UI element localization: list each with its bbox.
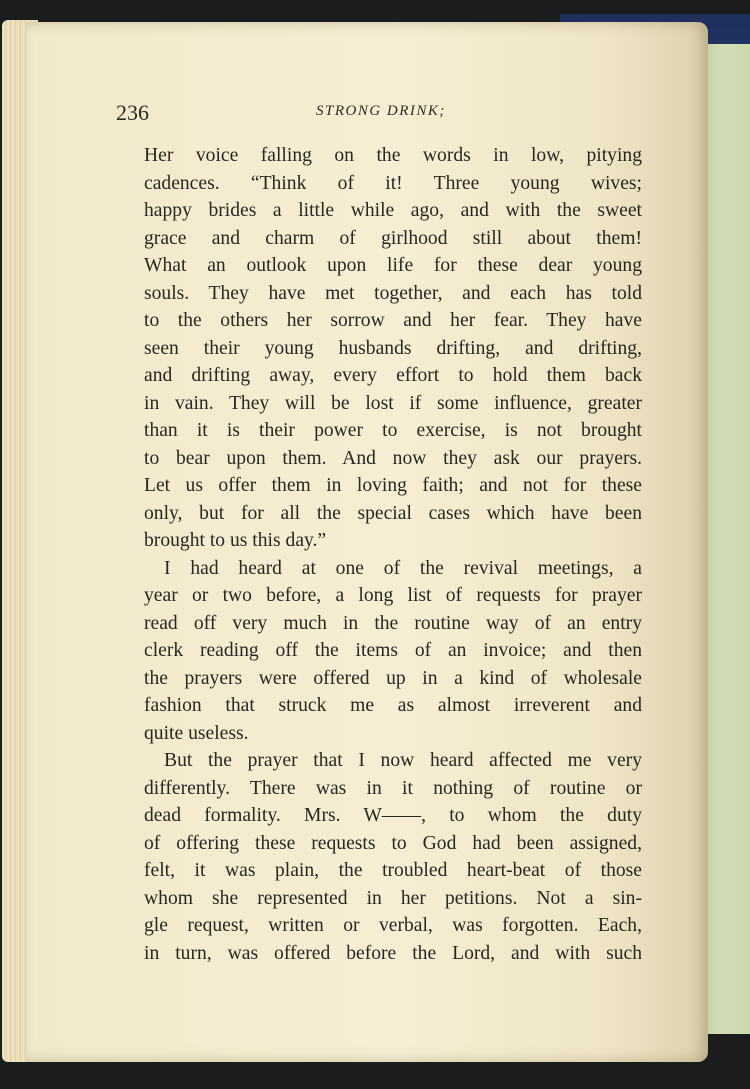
text-line: Let us offer them in loving faith; and not for these: [144, 475, 642, 496]
text-line: to the others her sorrow and her fear. They have: [144, 310, 642, 331]
text-line: I had heard at one of the revival meetings, a: [164, 557, 642, 579]
text-line: quite useless.: [144, 722, 249, 744]
text-line: differently. There was in it nothing of routine or: [144, 777, 642, 799]
text-line: the prayers were offered up in a kind of wholesale: [144, 667, 642, 689]
text-line: happy brides a little while ago, and with the sweet: [144, 200, 642, 221]
text-line: than it is their power to exercise, is not brought: [144, 420, 642, 441]
text-line: clerk reading off the items of an invoice; and then: [144, 640, 642, 661]
text-line: Her voice falling on the words in low, pitying: [144, 145, 642, 166]
running-head: STRONG DRINK;: [316, 103, 446, 119]
text-line: to bear upon them. And now they ask our prayers.: [144, 447, 642, 469]
text-line: read off very much in the routine way of an entry: [144, 612, 642, 634]
paragraph-3: [144, 747, 642, 967]
paragraph-1: [144, 142, 642, 555]
text-line: But the prayer that I now heard affected me very: [164, 750, 642, 771]
text-line: and drifting away, every effort to hold them back: [144, 365, 642, 386]
text-line: in turn, was offered before the Lord, and with such: [144, 942, 642, 964]
text-line: What an outlook upon life for these dear young: [144, 255, 642, 276]
text-line: only, but for all the special cases which have been: [144, 502, 642, 524]
body-text: [144, 142, 642, 967]
page-number: 236: [116, 100, 149, 125]
text-line: grace and charm of girlhood still about them!: [144, 227, 642, 249]
page-header: [116, 76, 646, 125]
text-line: souls. They have met together, and each has told: [144, 282, 642, 304]
text-line: felt, it was plain, the troubled heart-beat of those: [144, 860, 642, 881]
text-line: year or two before, a long list of requests for prayer: [144, 585, 642, 606]
text-line: seen their young husbands drifting, and drifting,: [144, 337, 642, 359]
text-line: gle request, written or verbal, was forgotten. Each,: [144, 915, 642, 936]
text-line: dead formality. Mrs. W——, to whom the duty: [144, 805, 642, 826]
text-line: fashion that struck me as almost irreverent and: [144, 695, 642, 716]
text-line: in vain. They will be lost if some influence, greater: [144, 392, 642, 414]
text-line: cadences. “Think of it! Three young wives;: [144, 172, 642, 194]
text-line: whom she represented in her petitions. Not a sin-: [144, 887, 642, 909]
paragraph-2: [144, 555, 642, 748]
text-line: brought to us this day.”: [144, 530, 327, 551]
text-line: of offering these requests to God had been assigned,: [144, 832, 642, 854]
